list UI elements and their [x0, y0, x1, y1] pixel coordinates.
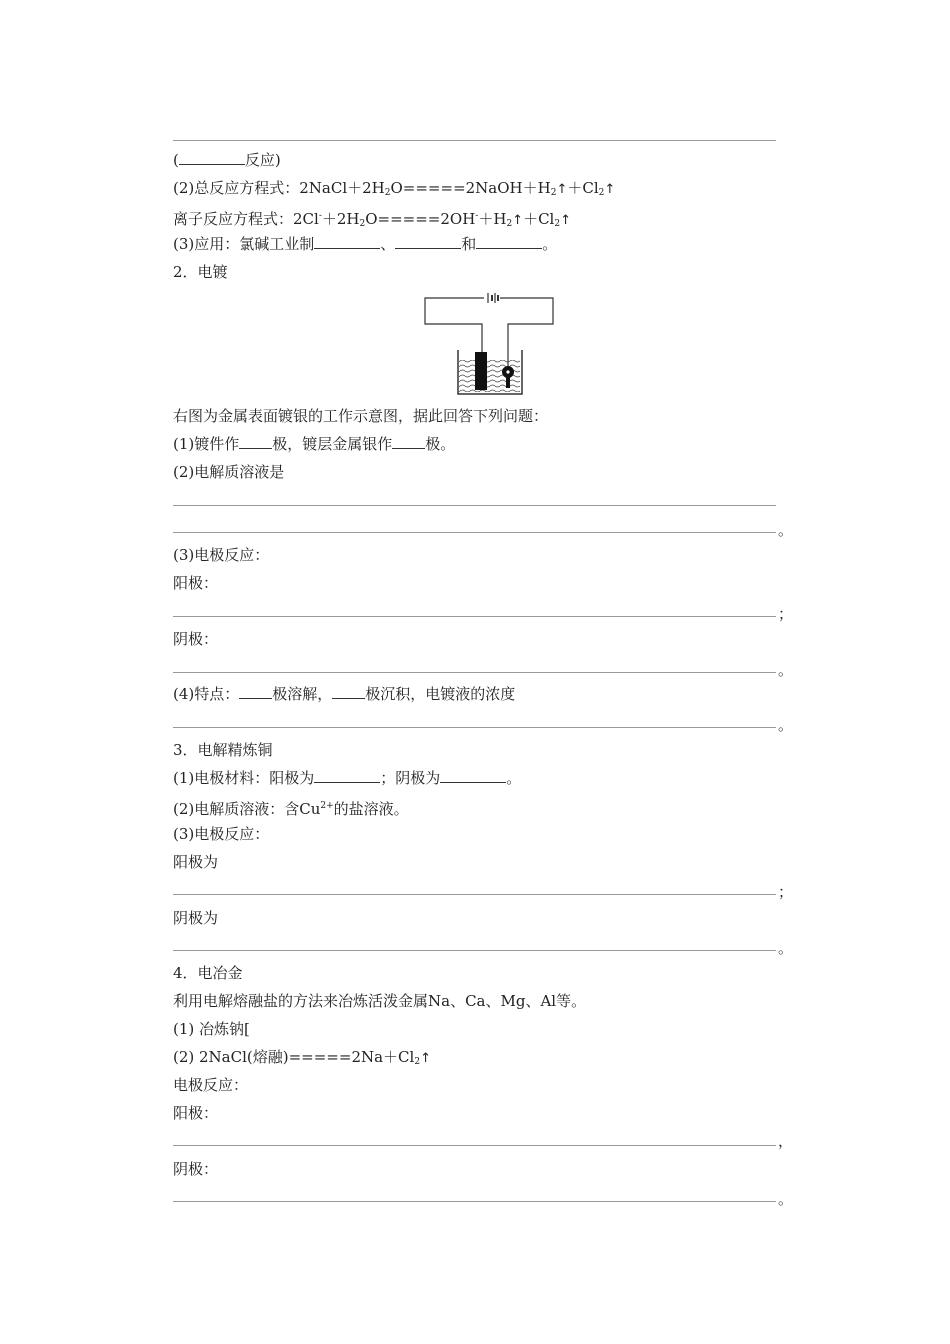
up-arrow-icon: ↑ [420, 1051, 431, 1066]
text-line-intro: 右图为金属表面镀银的工作示意图，据此回答下列问题： [173, 407, 549, 425]
text-line-ionic-equation: 离子反应方程式：$2Cl^-+2H_2O=====2OH^-+H_2↑+Cl_2↑$ [173, 210, 571, 229]
answer-line [173, 505, 776, 506]
answer-line [173, 950, 776, 951]
answer-line-top [173, 140, 776, 141]
blank [395, 234, 461, 249]
blank [392, 434, 425, 449]
line-end-punct: 。 [778, 661, 794, 679]
question-electrolyte-cu: (2)电解质溶液：含$Cu^{2+}$的盐溶液。 [173, 800, 409, 818]
blank [314, 234, 380, 249]
line-end-punct: ； [778, 883, 794, 901]
line-end-punct: ； [778, 605, 794, 623]
blank [239, 684, 272, 699]
line-end-punct: 。 [778, 939, 794, 957]
electroplating-diagram [420, 288, 560, 400]
answer-line [173, 1145, 776, 1146]
section-heading-metallurgy: 4．电冶金 [173, 964, 243, 982]
answer-line [173, 1201, 776, 1202]
up-arrow-icon: ↑ [560, 213, 571, 228]
line-end-punct: 。 [778, 521, 794, 539]
answer-line [173, 672, 776, 673]
label-anode: 阳极： [173, 1104, 219, 1122]
label-anode: 阳极： [173, 574, 219, 592]
up-arrow-icon: ↑ [556, 182, 568, 197]
text-line-total-equation: (2)总反应方程式：$2NaCl+2H_2O=====2NaOH+H_2↑+Cl_2↑$ [173, 179, 616, 198]
up-arrow-icon: ↑ [604, 182, 616, 197]
question-features: (4)特点： 极溶解， 极沉积，电镀液的浓度 [173, 685, 516, 703]
question-electrode-material: (1)电极材料：阳极为 ；阴极为 。 [173, 769, 522, 787]
label-cathode: 阴极为 [173, 909, 219, 927]
line-end-punct: 。 [778, 1190, 794, 1208]
answer-line [173, 727, 776, 728]
line-end-punct: 。 [778, 716, 794, 734]
answer-line [173, 616, 776, 617]
label-anode: 阳极为 [173, 853, 219, 871]
line-end-punct: ， [778, 1132, 794, 1150]
blank [332, 684, 365, 699]
text-line-reaction-type: ( 反应) [173, 151, 281, 169]
circuit-wire [500, 298, 553, 368]
question-plated-part: (1)镀件作 极，镀层金属银作 极。 [173, 435, 456, 453]
text-line-intro: 利用电解熔融盐的方法来冶炼活泼金属Na、Ca、Mg、Al等。 [173, 992, 587, 1010]
blank [476, 234, 542, 249]
silver-electrode [475, 352, 487, 390]
answer-line [173, 532, 776, 533]
blank [179, 150, 245, 165]
section-heading-electroplating: 2．电镀 [173, 263, 228, 281]
up-arrow-icon: ↑ [512, 213, 524, 228]
section-heading-refining: 3．电解精炼铜 [173, 741, 273, 759]
answer-line [173, 894, 776, 895]
question-electrode-reaction: (3)电极反应： [173, 825, 270, 843]
label-cathode: 阴极： [173, 630, 219, 648]
blank [440, 768, 506, 783]
text-line-equation: (2) 2NaCl(熔融)$=====2Na+Cl_2↑$ [173, 1048, 431, 1067]
circuit-wire [425, 298, 484, 352]
question-electrolyte: (2)电解质溶液是 [173, 463, 285, 481]
text-line-application: (3)应用：氯碱工业制 、 和 。 [173, 235, 558, 253]
blank [239, 434, 272, 449]
label-cathode: 阴极： [173, 1160, 219, 1178]
question-electrode-reaction: (3)电极反应： [173, 546, 270, 564]
blank [314, 768, 380, 783]
question-sodium: (1) 冶炼钠[ [173, 1020, 250, 1038]
question-electrode-reaction: 电极反应： [173, 1076, 249, 1094]
